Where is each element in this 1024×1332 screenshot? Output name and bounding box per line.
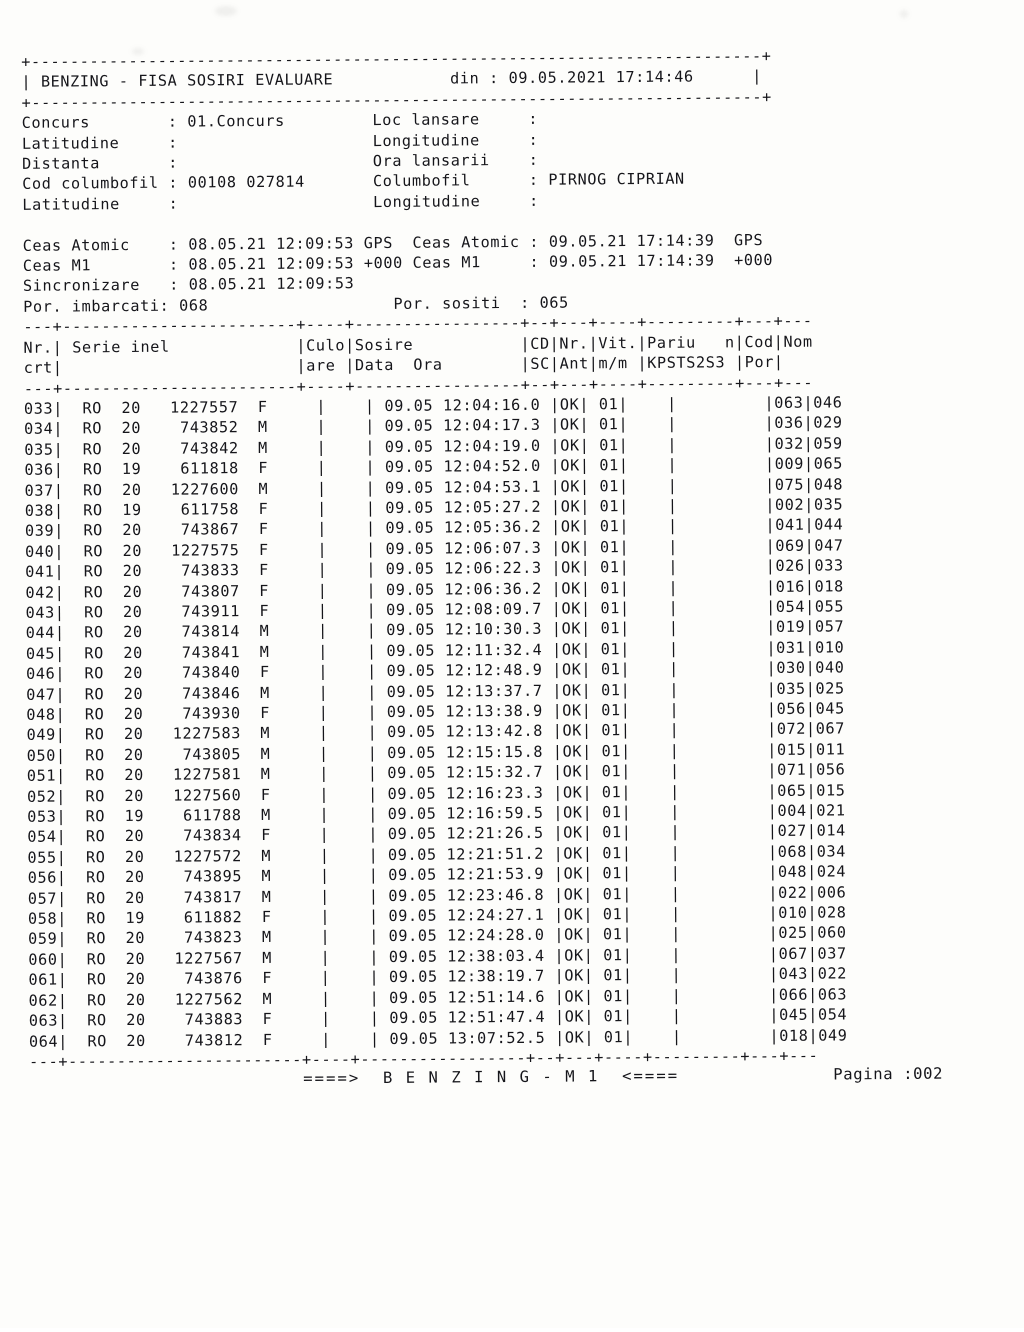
footer-page: Pagina :002 xyxy=(833,1064,944,1084)
footer-brand: ====> B E N Z I N G - M 1 <==== xyxy=(303,1066,680,1088)
report-text: +---------------------------------------------------------------------------+ | BENZING - FISA SOSIRI EVALUARE din : 09.05.2021 17:14:46 | +---------------------------------------------------------------------------+ Concurs : 01.Concurs Loc lansare : Latitudine : Longitudine : Distanta : Ora lansarii : Cod columbofil : 00108 027814 Columbofil : PIRNOG CIPRIAN Latitudine : Longitudine : Ceas Atomic : 08.05.21 12:09:53 GPS Ceas Atomic : 09.05.21 17:14:39 GPS Ceas M1 : 08.05.21 12:09:53 +000 Ceas M1 : 09.05.21 17:14:39 +000 Sincronizare : 08.05.21 12:09:53 Por. imbarcati: 068 Por. sositi : 065 ---+------------------------+----+-----------------+--+---+----+---------+---+--- Nr.| Serie inel |Culo|Sosire |CD|Nr.|Vit.|Pariu n|Cod|Nom crt| |are |Data Ora |SC|Ant|m/m |KPSTS2S3 |Por| ---+------------------------+----+-----------------+--+---+----+---------+---+--- 033| RO 20 1227557 F | | 09.05 12:04:16.0 |OK| 01| | |063|046 034| RO 20 743852 M | | 09.05 12:04:17.3 |OK| 01| | |036|029 035| RO 20 743842 M | | 09.05 12:04:19.0 |OK| 01| | |032|059 036| RO 19 611818 F | | 09.05 12:04:52.0 |OK| 01| | |009|065 037| RO 20 1227600 M | | 09.05 12:04:53.1 |OK| 01| | |075|048 038| RO 19 611758 F | | 09.05 12:05:27.2 |OK| 01| | |002|035 039| RO 20 743867 F | | 09.05 12:05:36.2 |OK| 01| | |041|044 040| RO 20 1227575 F | | 09.05 12:06:07.3 |OK| 01| | |069|047 041| RO 20 743833 F | | 09.05 12:06:22.3 |OK| 01| | |026|033 042| RO 20 743807 F | | 09.05 12:06:36.2 |OK| 01| | |016|018 043| RO 20 743911 F | | 09.05 12:08:09.7 |OK| 01| | |054|055 044| RO 20 743814 M | | 09.05 12:10:30.3 |OK| 01| | |019|057 045| RO 20 743841 M | | 09.05 12:11:32.4 |OK| 01| | |031|010 046| RO 20 743840 F | | 09.05 12:12:48.9 |OK| 01| | |030|040 047| RO 20 743846 M | | 09.05 12:13:37.7 |OK| 01| | |035|025 048| RO 20 743930 F | | 09.05 12:13:38.9 |OK| 01| | |056|045 049| RO 20 1227583 M | | 09.05 12:13:42.8 |OK| 01| | |072|067 050| RO 20 743805 M | | 09.05 12:15:15.8 |OK| 01| | |015|011 051| RO 20 1227581 M | | 09.05 12:15:32.7 |OK| 01| | |071|056 052| RO 20 1227560 F | | 09.05 12:16:23.3 |OK| 01| | |065|015 053| RO 19 611788 M | | 09.05 12:16:59.5 |OK| 01| | |004|021 054| RO 20 743834 F | | 09.05 12:21:26.5 |OK| 01| | |027|014 055| RO 20 1227572 M | | 09.05 12:21:51.2 |OK| 01| | |068|034 056| RO 20 743895 M | | 09.05 12:21:53.9 |OK| 01| | |048|024 057| RO 20 743817 M | | 09.05 12:23:46.8 |OK| 01| | |022|006 058| RO 19 611882 F | | 09.05 12:24:27.1 |OK| 01| | |010|028 059| RO 20 743823 M | | 09.05 12:24:28.0 |OK| 01| | |025|060 060| RO 20 1227567 M | | 09.05 12:38:03.4 |OK| 01| | |067|037 061| RO 20 743876 F | | 09.05 12:38:19.7 |OK| 01| | |043|022 062| RO 20 1227562 M | | 09.05 12:51:14.6 |OK| 01| | |066|063 063| RO 20 743883 F | | 09.05 12:51:47.4 |OK| 01| | |045|054 064| RO 20 743812 F | | 09.05 13:07:52.5 |OK| 01| | |018|049 ---+------------------------+----+-----------------+--+---+----+---------+---+--- xyxy=(21,46,848,1071)
